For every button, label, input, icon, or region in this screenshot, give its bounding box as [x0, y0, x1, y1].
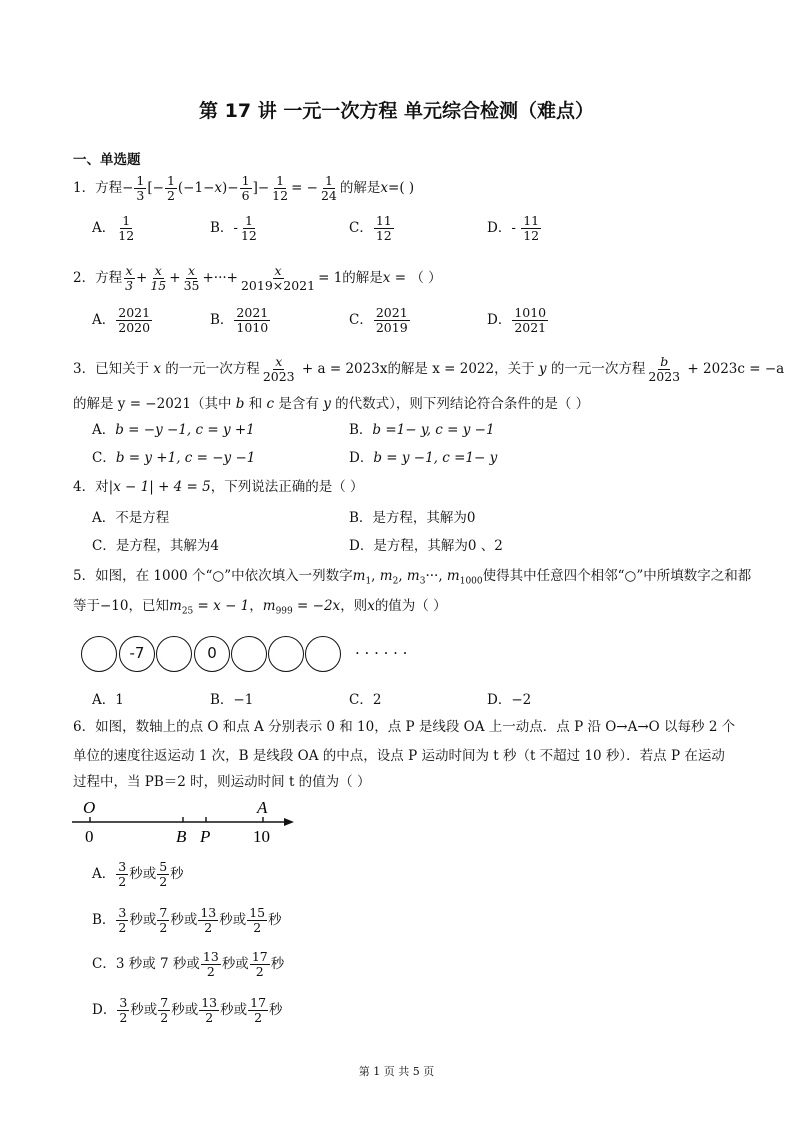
question-4: 4．对|x − 1| + 4 = 5，下列说法正确的是（ ） — [73, 479, 364, 495]
q2-option-a[interactable]: A． $\frac{2021}{2020}$ — [92, 305, 151, 335]
label-a: A — [257, 798, 268, 817]
section-heading: 一、单选题 — [73, 152, 141, 168]
page-footer: 第 1 页 共 5 页 — [358, 1065, 435, 1078]
q1-suffix: 的解是 — [339, 180, 381, 196]
q2-option-c[interactable]: C． $\frac{2021}{2019}$ — [349, 305, 408, 335]
label-b: B — [176, 827, 187, 846]
question-5-line-2: 等于−10，已知$m_{25} = x - 1$，$m_{999} = -2x$，则x的值为（ ） — [73, 598, 447, 617]
q3-option-d[interactable]: D．b = y −1, c =1− y — [349, 450, 498, 466]
axis-arrow-icon — [284, 818, 294, 826]
label-p: P — [200, 827, 211, 846]
q6-option-c[interactable]: C．3 秒或 7 秒或 $\frac{13}{2}$ 秒或 $\frac{17}{2}$ 秒 — [92, 949, 285, 979]
q1-frac-c: $\frac{1}{6}$ — [241, 173, 250, 203]
q4-option-d[interactable]: D．是方程，其解为0 、2 — [349, 538, 503, 554]
label-o: O — [83, 798, 96, 817]
q1-tail: =( ) — [388, 180, 415, 196]
q1-frac-a: $\frac{1}{3}$ — [136, 173, 145, 203]
question-3-line-1: 3．已知关于 x 的一元一次方程 $\frac{x}{2023}$ + a = 2023x的解是 x = 2022，关于 y 的一元一次方程 $\frac{b}{2023}$ + 2023c = −a — [73, 354, 785, 384]
question-5-line-1: 5．如图，在 1000 个“○”中依次填入一列数字$m_1$, $m_2$, $m_3\cdot\cdot\cdot$, $m_{1000}$使得其中任意四个相邻“○”中所填数字之和都 — [73, 568, 752, 587]
q6-option-b[interactable]: B． $\frac{3}{2}$ 秒或 $\frac{7}{2}$ 秒或 $\frac{13}{2}$ 秒或 $\frac{15}{2}$ 秒 — [92, 905, 282, 935]
label-ten: 10 — [253, 827, 270, 846]
label-zero: 0 — [85, 827, 94, 846]
circle-2: -7 — [119, 636, 155, 672]
question-2: 2．方程 $\frac{x}{3}$ + $\frac{x}{15}$ + $\frac{x}{35}$ +···+ $\frac{x}{2019\times 2021}$ = 1的解是x = （ ） — [73, 263, 442, 293]
question-6-line-2: 单位的速度往返运动 1 次，B 是线段 OA 的中点，设点 P 运动时间为 t 秒（t 不超过 10 秒）．若点 P 在运动 — [73, 748, 725, 764]
q5-option-a[interactable]: A．1 — [92, 692, 124, 708]
circle-5 — [231, 636, 267, 672]
circle-1 — [81, 636, 117, 672]
q1-option-c[interactable]: C． $\frac{11}{12}$ — [349, 213, 392, 243]
q1-frac-e: $\frac{1}{24}$ — [320, 173, 337, 203]
q6-option-a[interactable]: A． $\frac{3}{2}$ 秒或 $\frac{5}{2}$ 秒 — [92, 859, 184, 889]
q1-frac-b: $\frac{1}{2}$ — [166, 173, 175, 203]
q1-option-b[interactable]: B．- $\frac{1}{12}$ — [210, 213, 257, 243]
q6-option-d[interactable]: D． $\frac{3}{2}$ 秒或 $\frac{7}{2}$ 秒或 $\frac{13}{2}$ 秒或 $\frac{17}{2}$ 秒 — [92, 995, 283, 1025]
q5-option-d[interactable]: D．−2 — [487, 692, 532, 708]
question-6-line-1: 6．如图，数轴上的点 O 和点 A 分别表示 0 和 10，点 P 是线段 OA 上一动点．点 P 沿 O→A→O 以每秒 2 个 — [73, 719, 736, 735]
circle-3 — [156, 636, 192, 672]
q1-option-d[interactable]: D．- $\frac{11}{12}$ — [487, 213, 540, 243]
q5-option-b[interactable]: B．−1 — [210, 692, 254, 708]
q1-prefix: 方程 — [95, 180, 123, 196]
q1-op: ]− — [252, 180, 270, 196]
question-6-line-3: 过程中，当 PB＝2 时，则运动时间 t 的值为（ ） — [73, 774, 371, 790]
q3-option-c[interactable]: C．b = y +1, c = −y −1 — [92, 450, 256, 466]
q4-option-c[interactable]: C．是方程，其解为4 — [92, 538, 219, 554]
question-1 — [73, 174, 414, 203]
q1-option-a[interactable]: A． $\frac{1}{12}$ — [92, 213, 135, 243]
q2-option-b[interactable]: B． $\frac{2021}{1010}$ — [210, 305, 269, 335]
q1-op: = − — [291, 180, 318, 196]
q1-op: (−1− — [177, 180, 215, 196]
circle-7 — [305, 636, 341, 672]
trailing-dots: · · · · · · — [355, 644, 408, 662]
number-line — [70, 796, 300, 848]
q4-option-b[interactable]: B．是方程，其解为0 — [349, 510, 476, 526]
q1-number: 1． — [73, 180, 96, 196]
q1-op: [− — [147, 180, 164, 196]
page-title: 第 17 讲 一元一次方程 单元综合检测（难点） — [199, 100, 594, 122]
circle-6 — [268, 636, 304, 672]
q4-option-a[interactable]: A．不是方程 — [92, 510, 170, 526]
q2-option-d[interactable]: D． $\frac{1010}{2021}$ — [487, 305, 547, 335]
q1-var: x — [380, 180, 389, 196]
q5-option-c[interactable]: C．2 — [349, 692, 382, 708]
q1-var: x — [214, 180, 223, 196]
circle-4: 0 — [194, 636, 230, 672]
question-3-line-2: 的解是 y = −2021（其中 b 和 c 是含有 y 的代数式），则下列结论符合条件的是（ ） — [73, 396, 590, 412]
q3-option-b[interactable]: B．b =1− y, c = y −1 — [349, 422, 495, 438]
q1-op: − — [122, 180, 134, 196]
q1-frac-d: $\frac{1}{12}$ — [272, 173, 289, 203]
q3-option-a[interactable]: A．b = −y −1, c = y +1 — [92, 422, 255, 438]
q1-op: )− — [222, 180, 239, 196]
